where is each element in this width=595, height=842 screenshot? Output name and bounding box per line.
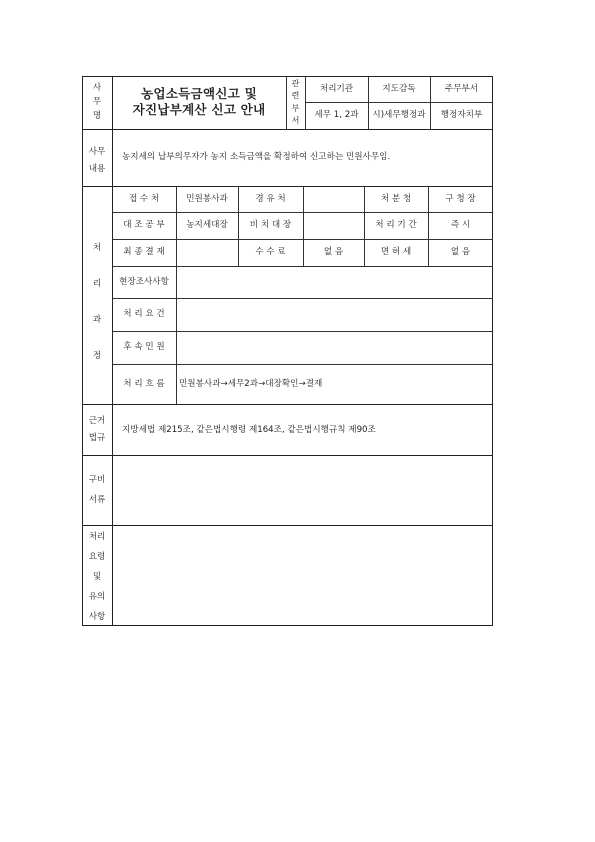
cell-label: 처 리 기 간 bbox=[375, 220, 417, 230]
header-side-label: 사 무 명 bbox=[92, 83, 102, 121]
site-survey-label: 현장조사사항 bbox=[119, 277, 169, 287]
cell-label: 접 수 처 bbox=[128, 194, 160, 204]
cell-label: 처 분 청 bbox=[380, 194, 412, 204]
notes-label: 처리 요령 및 유의 사항 bbox=[88, 532, 106, 622]
page-title: 농업소득금액신고 및 bbox=[141, 86, 257, 101]
requirements-label: 처 리 요 건 bbox=[123, 309, 165, 319]
process-side-label: 처 리 과 정 bbox=[92, 243, 102, 361]
cell-value: 민원봉사과 bbox=[186, 194, 228, 204]
cell-value: 즉 시 bbox=[450, 220, 471, 230]
divider bbox=[82, 186, 493, 187]
divider bbox=[112, 331, 493, 332]
divider bbox=[82, 525, 493, 526]
cell-value: 없 음 bbox=[323, 247, 344, 257]
dept-label: 관 련 부 서 bbox=[291, 78, 300, 126]
page-title: 자진납부계산 신고 안내 bbox=[132, 102, 266, 117]
cell-label: 면 허 세 bbox=[380, 247, 412, 257]
col-header-ministry: 주무부서 bbox=[444, 84, 479, 94]
divider bbox=[176, 186, 177, 404]
cell-label: 대 조 공 부 bbox=[123, 220, 165, 230]
follow-up-label: 후 속 민 원 bbox=[123, 342, 165, 352]
divider bbox=[112, 266, 493, 267]
cell-value: 농지세대장 bbox=[186, 220, 228, 230]
divider bbox=[112, 298, 493, 299]
cell-label: 최 종 결 재 bbox=[123, 247, 165, 257]
divider bbox=[112, 364, 493, 365]
content-text: 농지세의 납부의무자가 농지 소득금액을 확정하여 신고하는 민원사무임. bbox=[122, 152, 391, 162]
divider bbox=[82, 129, 493, 130]
col-header-agency: 처리기관 bbox=[319, 84, 354, 94]
flow-value: 민원봉사과→세무2과→대장확인→결재 bbox=[179, 379, 323, 389]
divider bbox=[82, 455, 493, 456]
value-agency: 세무 1, 2과 bbox=[314, 110, 359, 120]
cell-value: 없 음 bbox=[450, 247, 471, 257]
divider bbox=[82, 404, 493, 405]
divider bbox=[305, 102, 493, 103]
basis-label: 근거 법규 bbox=[88, 416, 106, 443]
documents-label: 구비 서류 bbox=[88, 475, 106, 505]
cell-label: 수 수 료 bbox=[255, 247, 286, 257]
cell-label: 비 치 대 장 bbox=[249, 220, 292, 230]
value-ministry: 행정자치부 bbox=[440, 110, 483, 120]
col-header-supervision: 지도감독 bbox=[382, 84, 416, 94]
content-label: 사무 내용 bbox=[88, 147, 106, 174]
flow-label: 처 리 흐 름 bbox=[123, 379, 165, 389]
basis-text: 지방세법 제215조, 같은법시행령 제164조, 같은법시행규칙 제90조 bbox=[122, 425, 376, 435]
value-supervision: 시)세무행정과 bbox=[372, 110, 426, 120]
cell-value: 구 청 장 bbox=[445, 194, 476, 204]
cell-label: 경 유 처 bbox=[255, 194, 286, 204]
